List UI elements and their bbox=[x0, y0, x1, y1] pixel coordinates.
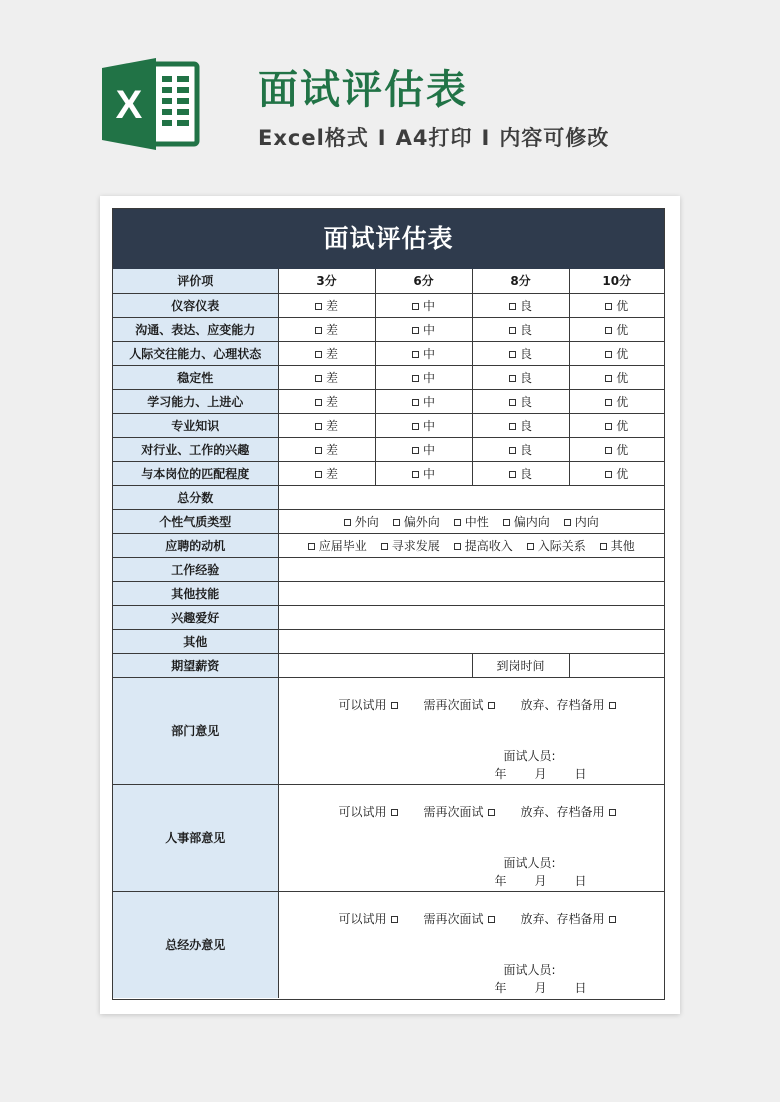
criterion-label: 人际交往能力、心理状态 bbox=[113, 341, 278, 365]
checkbox[interactable] bbox=[503, 519, 510, 526]
motivation-label: 应聘的动机 bbox=[113, 533, 278, 557]
criterion-label: 专业知识 bbox=[113, 413, 278, 437]
checkbox[interactable] bbox=[564, 519, 571, 526]
motivation-option-label: 应届毕业 bbox=[318, 538, 367, 553]
checkbox[interactable] bbox=[381, 543, 388, 550]
score-option-label: 良 bbox=[519, 418, 532, 433]
score-option[interactable] bbox=[375, 413, 472, 437]
opinion-cell[interactable] bbox=[278, 784, 664, 891]
table-row bbox=[113, 533, 664, 557]
column-header: 评价项 bbox=[113, 269, 278, 293]
score-option[interactable] bbox=[569, 341, 664, 365]
checkbox[interactable] bbox=[315, 423, 322, 430]
personality-option[interactable] bbox=[503, 513, 550, 530]
opinion-choice[interactable] bbox=[339, 912, 398, 926]
score-option-label: 差 bbox=[325, 418, 338, 433]
score-option[interactable] bbox=[472, 437, 569, 461]
date-part-label: 月 bbox=[534, 766, 547, 781]
opinion-choice[interactable] bbox=[521, 805, 616, 819]
table-row bbox=[113, 557, 664, 581]
criterion-label: 对行业、工作的兴趣 bbox=[113, 437, 278, 461]
score-option[interactable] bbox=[472, 341, 569, 365]
score-option-label: 良 bbox=[519, 298, 532, 313]
personality-option[interactable] bbox=[564, 513, 599, 530]
score-option[interactable] bbox=[278, 437, 375, 461]
opinion-choice[interactable] bbox=[521, 698, 616, 712]
score-option-label: 优 bbox=[616, 346, 629, 361]
blank-row-input[interactable] bbox=[278, 557, 664, 581]
checkbox[interactable] bbox=[412, 327, 419, 334]
personality-option-label: 内向 bbox=[574, 514, 599, 529]
date-part-label: 日 bbox=[574, 980, 587, 995]
table-row bbox=[113, 413, 664, 437]
score-option[interactable] bbox=[569, 389, 664, 413]
evaluation-form bbox=[112, 208, 665, 1000]
score-option-label: 差 bbox=[325, 298, 338, 313]
personality-label: 个性气质类型 bbox=[113, 509, 278, 533]
score-option-label: 优 bbox=[616, 418, 629, 433]
motivation-option[interactable] bbox=[600, 537, 635, 554]
blank-row-label: 工作经验 bbox=[113, 557, 278, 581]
checkbox[interactable] bbox=[509, 471, 516, 478]
checkbox[interactable] bbox=[315, 399, 322, 406]
motivation-option-label: 入际关系 bbox=[537, 538, 586, 553]
score-option-label: 良 bbox=[519, 394, 532, 409]
score-option-label: 差 bbox=[325, 322, 338, 337]
opinion-choice-label: 需再次面试 bbox=[423, 804, 484, 819]
subtitle-print: A4打印 bbox=[395, 126, 473, 150]
opinion-choices bbox=[339, 696, 616, 713]
opinion-choice[interactable] bbox=[424, 912, 495, 926]
checkbox[interactable] bbox=[315, 375, 322, 382]
score-option-label: 优 bbox=[616, 466, 629, 481]
score-option[interactable] bbox=[278, 317, 375, 341]
checkbox[interactable] bbox=[412, 399, 419, 406]
opinion-choice-label: 可以试用 bbox=[338, 911, 387, 926]
table-row bbox=[113, 605, 664, 629]
opinion-choices bbox=[339, 910, 616, 927]
blank-row-input[interactable] bbox=[278, 629, 664, 653]
checkbox[interactable] bbox=[605, 375, 612, 382]
form-header-title: 面试评估表 bbox=[113, 209, 664, 269]
opinion-label: 部门意见 bbox=[113, 677, 278, 784]
motivation-option-label: 其他 bbox=[610, 538, 635, 553]
table-row bbox=[113, 461, 664, 485]
criterion-label: 学习能力、上进心 bbox=[113, 389, 278, 413]
score-option-label: 中 bbox=[422, 370, 435, 385]
score-option-label: 差 bbox=[325, 346, 338, 361]
score-option[interactable] bbox=[278, 341, 375, 365]
opinion-choice[interactable] bbox=[424, 805, 495, 819]
score-option[interactable] bbox=[569, 437, 664, 461]
opinion-choice-label: 可以试用 bbox=[338, 804, 387, 819]
column-header: 3分 bbox=[278, 269, 375, 293]
date-part-label: 年 bbox=[494, 766, 507, 781]
date-part-label: 月 bbox=[534, 873, 547, 888]
personality-option[interactable] bbox=[393, 513, 440, 530]
opinion-row bbox=[113, 891, 664, 998]
checkbox[interactable] bbox=[315, 351, 322, 358]
opinion-cell[interactable] bbox=[278, 677, 664, 784]
opinion-row bbox=[113, 784, 664, 891]
subtitle-editable: 内容可修改 bbox=[499, 126, 610, 150]
checkbox[interactable] bbox=[509, 327, 516, 334]
score-option-label: 中 bbox=[422, 466, 435, 481]
checkbox[interactable] bbox=[609, 916, 616, 923]
checkbox[interactable] bbox=[412, 447, 419, 454]
table-header-row bbox=[113, 269, 664, 293]
opinion-row bbox=[113, 677, 664, 784]
score-option[interactable] bbox=[472, 389, 569, 413]
score-option-label: 良 bbox=[519, 322, 532, 337]
checkbox[interactable] bbox=[605, 471, 612, 478]
opinion-choice-label: 放弃、存档备用 bbox=[520, 697, 605, 712]
checkbox[interactable] bbox=[315, 447, 322, 454]
blank-row-label: 兴趣爱好 bbox=[113, 605, 278, 629]
opinion-label: 人事部意见 bbox=[113, 784, 278, 891]
criterion-label: 沟通、表达、应变能力 bbox=[113, 317, 278, 341]
checkbox[interactable] bbox=[600, 543, 607, 550]
motivation-option-label: 寻求发展 bbox=[391, 538, 440, 553]
motivation-options bbox=[278, 533, 664, 557]
criterion-label: 稳定性 bbox=[113, 365, 278, 389]
date-fields bbox=[495, 765, 587, 782]
score-option-label: 优 bbox=[616, 442, 629, 457]
date-part-label: 年 bbox=[494, 873, 507, 888]
opinion-choice[interactable] bbox=[339, 805, 398, 819]
table-row bbox=[113, 365, 664, 389]
checkbox[interactable] bbox=[509, 447, 516, 454]
checkbox[interactable] bbox=[412, 471, 419, 478]
page-title: 面试评估表 bbox=[258, 67, 468, 113]
checkbox[interactable] bbox=[391, 702, 398, 709]
opinion-cell[interactable] bbox=[278, 891, 664, 998]
score-option[interactable] bbox=[375, 389, 472, 413]
personality-option[interactable] bbox=[454, 513, 489, 530]
checkbox[interactable] bbox=[609, 702, 616, 709]
score-option[interactable] bbox=[375, 293, 472, 317]
personality-option-label: 外向 bbox=[354, 514, 379, 529]
checkbox[interactable] bbox=[509, 399, 516, 406]
opinion-choice-label: 放弃、存档备用 bbox=[520, 804, 605, 819]
score-option-label: 中 bbox=[422, 298, 435, 313]
criterion-label: 与本岗位的匹配程度 bbox=[113, 461, 278, 485]
excel-icon bbox=[100, 56, 200, 152]
checkbox[interactable] bbox=[605, 447, 612, 454]
subtitle-format: Excel格式 bbox=[258, 126, 369, 150]
checkbox[interactable] bbox=[509, 351, 516, 358]
score-option[interactable] bbox=[472, 461, 569, 485]
checkbox[interactable] bbox=[527, 543, 534, 550]
score-option[interactable] bbox=[375, 341, 472, 365]
column-header: 10分 bbox=[569, 269, 664, 293]
opinion-choice-label: 需再次面试 bbox=[423, 697, 484, 712]
subtitle-separator: I bbox=[377, 126, 387, 150]
table-row bbox=[113, 389, 664, 413]
personality-option-label: 偏内向 bbox=[513, 514, 550, 529]
checkbox[interactable] bbox=[454, 543, 461, 550]
score-option-label: 优 bbox=[616, 298, 629, 313]
excel-icon-letter: X bbox=[115, 83, 143, 127]
score-option-label: 优 bbox=[616, 370, 629, 385]
checkbox[interactable] bbox=[509, 375, 516, 382]
form-sheet bbox=[100, 196, 680, 1014]
checkbox[interactable] bbox=[488, 702, 495, 709]
score-option[interactable] bbox=[569, 365, 664, 389]
blank-row-label: 其他技能 bbox=[113, 581, 278, 605]
score-option-label: 良 bbox=[519, 370, 532, 385]
score-option-label: 差 bbox=[325, 442, 338, 457]
checkbox[interactable] bbox=[609, 809, 616, 816]
opinion-choice[interactable] bbox=[521, 912, 616, 926]
checkbox[interactable] bbox=[308, 543, 315, 550]
table-row bbox=[113, 509, 664, 533]
motivation-option[interactable] bbox=[381, 537, 440, 554]
blank-row-label: 其他 bbox=[113, 629, 278, 653]
score-option[interactable] bbox=[278, 365, 375, 389]
score-option-label: 中 bbox=[422, 322, 435, 337]
table-row bbox=[113, 629, 664, 653]
score-option-label: 良 bbox=[519, 466, 532, 481]
checkbox[interactable] bbox=[344, 519, 351, 526]
blank-row-input[interactable] bbox=[278, 605, 664, 629]
score-option-label: 差 bbox=[325, 394, 338, 409]
checkbox[interactable] bbox=[391, 916, 398, 923]
evaluation-table bbox=[113, 269, 664, 998]
interviewer-label: 面试人员: bbox=[503, 748, 556, 763]
table-row bbox=[113, 341, 664, 365]
personality-option-label: 中性 bbox=[464, 514, 489, 529]
blank-row-input[interactable] bbox=[278, 581, 664, 605]
opinion-choices bbox=[339, 803, 616, 820]
interviewer-label: 面试人员: bbox=[503, 855, 556, 870]
table-row bbox=[113, 317, 664, 341]
opinion-choice-label: 放弃、存档备用 bbox=[520, 911, 605, 926]
checkbox[interactable] bbox=[412, 351, 419, 358]
checkbox[interactable] bbox=[605, 423, 612, 430]
score-option[interactable] bbox=[569, 461, 664, 485]
score-option-label: 良 bbox=[519, 346, 532, 361]
checkbox[interactable] bbox=[605, 303, 612, 310]
score-option-label: 中 bbox=[422, 394, 435, 409]
date-part-label: 日 bbox=[574, 766, 587, 781]
score-option[interactable] bbox=[278, 461, 375, 485]
opinion-choice[interactable] bbox=[339, 698, 398, 712]
motivation-option[interactable] bbox=[454, 537, 513, 554]
opinion-choice-label: 可以试用 bbox=[338, 697, 387, 712]
score-option[interactable] bbox=[472, 365, 569, 389]
subtitle-separator: I bbox=[481, 126, 491, 150]
opinion-choice-label: 需再次面试 bbox=[423, 911, 484, 926]
score-option[interactable] bbox=[278, 389, 375, 413]
page-subtitle bbox=[258, 122, 609, 154]
total-label: 总分数 bbox=[113, 485, 278, 509]
score-option[interactable] bbox=[375, 437, 472, 461]
arrival-label: 到岗时间 bbox=[472, 653, 569, 677]
checkbox[interactable] bbox=[391, 809, 398, 816]
checkbox[interactable] bbox=[315, 471, 322, 478]
salary-label: 期望薪资 bbox=[113, 653, 278, 677]
score-option[interactable] bbox=[375, 461, 472, 485]
score-option[interactable] bbox=[472, 413, 569, 437]
opinion-choice[interactable] bbox=[424, 698, 495, 712]
checkbox[interactable] bbox=[488, 916, 495, 923]
date-part-label: 月 bbox=[534, 980, 547, 995]
score-option-label: 差 bbox=[325, 370, 338, 385]
table-row bbox=[113, 437, 664, 461]
interviewer-label: 面试人员: bbox=[503, 962, 556, 977]
criterion-label: 仪容仪表 bbox=[113, 293, 278, 317]
salary-input[interactable] bbox=[278, 653, 472, 677]
column-header: 6分 bbox=[375, 269, 472, 293]
score-option[interactable] bbox=[375, 317, 472, 341]
score-option-label: 优 bbox=[616, 322, 629, 337]
arrival-input[interactable] bbox=[569, 653, 664, 677]
checkbox[interactable] bbox=[509, 423, 516, 430]
date-fields bbox=[495, 872, 587, 889]
score-option-label: 差 bbox=[325, 466, 338, 481]
table-row bbox=[113, 485, 664, 509]
score-option[interactable] bbox=[569, 413, 664, 437]
checkbox[interactable] bbox=[509, 303, 516, 310]
checkbox[interactable] bbox=[393, 519, 400, 526]
motivation-option-label: 提高收入 bbox=[464, 538, 513, 553]
checkbox[interactable] bbox=[412, 423, 419, 430]
opinion-label: 总经办意见 bbox=[113, 891, 278, 998]
date-part-label: 年 bbox=[494, 980, 507, 995]
motivation-option[interactable] bbox=[308, 537, 367, 554]
checkbox[interactable] bbox=[412, 375, 419, 382]
score-option[interactable] bbox=[472, 293, 569, 317]
score-option-label: 良 bbox=[519, 442, 532, 457]
score-option-label: 中 bbox=[422, 346, 435, 361]
score-option[interactable] bbox=[569, 293, 664, 317]
personality-option-label: 偏外向 bbox=[403, 514, 440, 529]
motivation-option[interactable] bbox=[527, 537, 586, 554]
table-row bbox=[113, 293, 664, 317]
checkbox[interactable] bbox=[488, 809, 495, 816]
date-part-label: 日 bbox=[574, 873, 587, 888]
score-option-label: 中 bbox=[422, 442, 435, 457]
score-option[interactable] bbox=[569, 317, 664, 341]
checkbox[interactable] bbox=[412, 303, 419, 310]
checkbox[interactable] bbox=[605, 351, 612, 358]
score-option[interactable] bbox=[278, 413, 375, 437]
personality-option[interactable] bbox=[344, 513, 379, 530]
personality-options bbox=[278, 509, 664, 533]
table-row bbox=[113, 653, 664, 677]
total-value-cell[interactable] bbox=[278, 485, 664, 509]
checkbox[interactable] bbox=[605, 327, 612, 334]
checkbox[interactable] bbox=[605, 399, 612, 406]
score-option[interactable] bbox=[278, 293, 375, 317]
column-header: 8分 bbox=[472, 269, 569, 293]
banner bbox=[0, 0, 780, 195]
checkbox[interactable] bbox=[454, 519, 461, 526]
date-fields bbox=[495, 979, 587, 996]
score-option[interactable] bbox=[375, 365, 472, 389]
checkbox[interactable] bbox=[315, 303, 322, 310]
score-option[interactable] bbox=[472, 317, 569, 341]
score-option-label: 优 bbox=[616, 394, 629, 409]
table-row bbox=[113, 581, 664, 605]
score-option-label: 中 bbox=[422, 418, 435, 433]
checkbox[interactable] bbox=[315, 327, 322, 334]
